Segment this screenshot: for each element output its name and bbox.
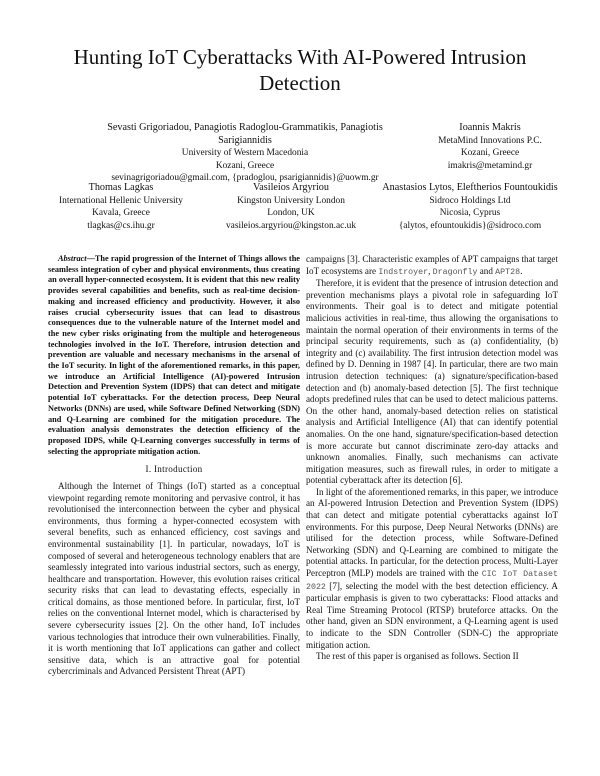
author-email: {alytos, efountoukidis}@sidroco.com — [398, 220, 542, 231]
author-names: Sevasti Grigoriadou, Panagiotis Radoglou-Grammatikis, Panagiotis Sarigiannidis — [107, 122, 383, 146]
paper-title: Hunting IoT Cyberattacks With AI-Powered Intrusion Detection — [73, 45, 527, 95]
abstract-label: Abstract — [58, 254, 87, 263]
author-location: Kavala, Greece — [92, 208, 150, 219]
author-names: Anastasios Lytos, Eleftherios Fountoukidis — [382, 182, 558, 193]
apt-name: Dragonfly — [432, 267, 478, 277]
body-paragraph: Therefore, it is evident that the presence of intrusion detection and prevention mechanisms plays a pivotal role in safeguarding IoT environments. Their goal is to detect and mitigate potential malicious activities in real-time, thus allowing the organisations to maintain the normal operation of their environments in terms of the principal security requirements, such as (a) confidentiality, (b) integrity and (c) availability. The first intrusion detection model was defined by D. Denning in 1987 [4]. In particular, there are two main intrusion detection techniques: (a) signature/specification-based detection and (b) anomaly-based detection [5]. The first technique adopts predefined rules that can be used to detect malicious patterns. On the other hand, anomaly-based detection relies on statistical analysis and Artificial Intelligence (AI) that can identify potential anomalies. On the one hand, signature/specification-based detection is more accurate but cannot discriminate zero-day attacks and unknown anomalies. Finally, such mechanisms can activate mitigation measures, such as firewall rules, in order to mitigate a potential cyberattack after its detection [6]. — [306, 278, 558, 486]
apt-name: Indstroyer — [378, 267, 429, 277]
author-location: Kozani, Greece — [460, 148, 520, 159]
paragraph-text: In light of the aforementioned remarks, in this paper, we introduce an AI-powered Intrusion Detection and Prevention System (IDPS) that can detect and mitigate potential cyberattacks against IoT environments. For this purpose, Deep Neural Networks (DNNs) are utilised for the detection process, while Software-Defined Networking (SDN) and Q-Learning are combined to mitigate the potential attacks. In particular, for the detection process, Multi-Layer Perceptron (MLP) models are trained with the — [306, 486, 558, 579]
author-email: tlagkas@cs.ihu.gr — [87, 220, 155, 231]
abstract-text: —The rapid progression of the Internet of Things allows the seamless integration of cyber and physical environments, thus creating an overall hyper-connected ecosystem. It is evident that this new reality provides several capabilities and benefits, such as real-time decision-making and increased efficiency and productivity. However, it also raises crucial cybersecurity issues that can lead to disastrous consequences due to the vulnerable nature of the Internet model and the new cyber risks originating from the multiple and heterogeneous technologies involved in the IoT. Therefore, intrusion detection and prevention are valuable and necessary mechanisms in the arsenal of the IoT security. In light of the aforementioned remarks, in this paper, we introduce an Artificial Intelligence (AI)-powered Intrusion Detection and Prevention System (IDPS) that can detect and mitigate potential IoT cyberattacks. For the detection process, Deep Neural Networks (DNNs) are used, while Software Defined Networking (SDN) and Q-Learning are combined for the mitigation procedure. The evaluation analysis demonstrates the detection efficiency of the proposed IDPS, while Q-Learning converges successfully in terms of selecting the appropriate mitigation action. — [48, 254, 300, 456]
author-location: Kozani, Greece — [215, 160, 275, 171]
body-paragraph — [306, 487, 558, 651]
author-affiliation: Sidroco Holdings Ltd — [429, 195, 511, 206]
apt-name: APT28 — [495, 267, 521, 277]
section-heading: I. Introduction — [145, 464, 203, 475]
paragraph-text: campaigns [3]. Characteristic examples of APT campaigns that target IoT ecosystems are — [306, 254, 558, 276]
author-names: Thomas Lagkas — [88, 182, 154, 193]
intro-paragraph: Although the Internet of Things (IoT) started as a conceptual viewpoint regarding remote monitoring and pervasive control, it has revolutionised the interconnection between the cyber and physical environments, thus forming a hyper-connected ecosystem with several benefits, such as enhanced efficiency, cost savings and environmental sustainability [1]. In particular, nowadays, IoT is composed of several and heterogeneous technology enablers that are seamlessly integrated into various industrial sectors, such as energy, healthcare and transportation. However, this evolution raises critical security risks that can lead to devastating effects, especially in critical domains, as those mentioned before. In particular, first, IoT relies on the conventional Internet model, which is characterised by severe cybersecurity issues [2]. On the other hand, IoT includes various technologies that introduce their own vulnerabilities. Finally, it is worth mentioning that IoT applications can gather and collect sensitive data, which is an attractive goal for potential cybercriminals and Advanced Persistent Threat (APT) — [48, 480, 300, 677]
separator: , — [428, 265, 433, 276]
body-paragraph: The rest of this paper is organised as follows. Section II — [316, 651, 519, 662]
author-block-uowm — [80, 122, 410, 185]
body-paragraph — [306, 254, 558, 278]
author-affiliation: MetaMind Innovations P.C. — [438, 135, 542, 146]
author-affiliation: International Hellenic University — [59, 195, 183, 206]
paragraph-text: [7], selecting the model with the best detection efficiency. A particular emphasis is given to two cyberattacks: Flood attacks and Real Time Streaming Protocol (RTSP) bruteforce attacks. On the other hand, given an SDN environment, a Q-Learning agent is used to indicate to the SDN Controller (SDN-C) the appropriate mitigation action. — [306, 580, 558, 650]
author-email: vasileios.argyriou@kingston.ac.uk — [225, 220, 357, 231]
right-column — [306, 254, 558, 663]
author-block-ihu — [40, 182, 202, 232]
author-affiliation: University of Western Macedonia — [181, 148, 309, 159]
author-names: Vasileios Argyriou — [253, 182, 329, 193]
author-email: imakris@metamind.gr — [447, 160, 533, 171]
author-email: sevinagrigoriadou@gmail.com, {pradoglou, psarigiannidis}@uowm.gr — [111, 173, 379, 184]
author-location: Nicosia, Cyprus — [439, 208, 501, 219]
author-affiliation: Kingston University London — [237, 195, 345, 206]
separator: and — [477, 265, 496, 276]
author-names: Ioannis Makris — [459, 122, 521, 133]
author-block-metamind — [420, 122, 560, 172]
dataset-name: CIC IoT Dataset 2022 — [306, 570, 559, 592]
author-block-sidroco — [372, 182, 568, 232]
abstract — [48, 254, 300, 457]
author-location: London, UK — [267, 208, 315, 219]
left-column — [48, 254, 300, 678]
separator: . — [520, 265, 523, 276]
author-block-kingston — [210, 182, 372, 232]
